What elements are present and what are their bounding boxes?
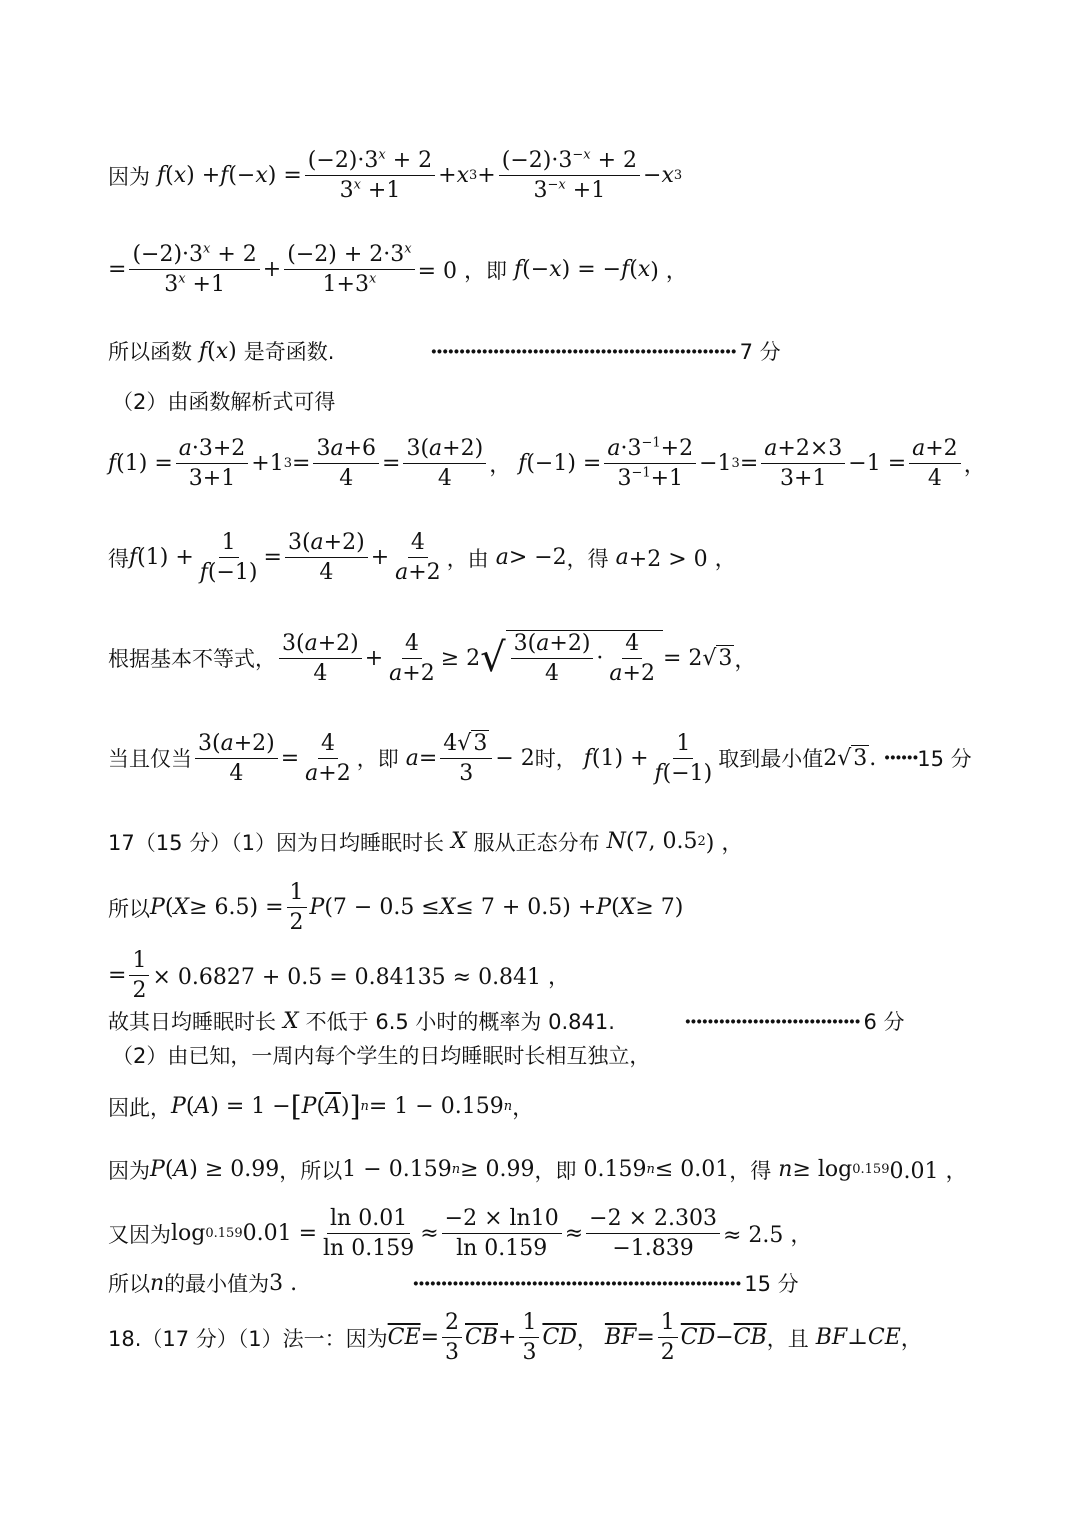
equation-line-prob: 所以 P ( X ≥ 6.5) = $\frac{1}{2}$ P (7 − 0.5 ≤ X ≤ 7 + 0.5) + P ( X ≥ 7) bbox=[108, 880, 684, 936]
score-leader-7: ······················································ 7 分 bbox=[430, 339, 781, 365]
q17-part1-conclusion: 故其日均睡眠时长 X 不低于 6.5 小时的概率为 0.841. bbox=[108, 1008, 615, 1034]
equation-line-f1: f (1) = $\frac{a\cdot 3+2}{3+1}$ +1 3 = $\frac{3a+6}{4}$ = $\frac{3(a+2)}{4}$ ， f (−1) = $\frac{a\cdot 3^{-1}+2}{3^{-1}+1}$ −1 3 = $\frac{a+2\times 3}{3+1}$ −1 = $\frac{a+2}{4}$ ， bbox=[108, 435, 986, 492]
equation-line-2: = $\frac{(-2)\cdot 3^x + 2}{3^x +1}$ + $\frac{(-2) + 2\cdot 3^x}{1+3^x}$ = 0 ， 即 f (− x ) = − f ( x ) ， bbox=[108, 241, 688, 298]
equation-line-pa: 因此， P ( A ) = 1 − [ P ( $\overline{A}$ ) ] n = 1 − 0.159 n ， bbox=[108, 1090, 535, 1123]
equation-line-am-gm: 根据基本不等式， $\frac{3(a+2)}{4}$ + $\frac{4}{a+2}$ ≥ 2 √ $\frac{3(a+2)}{4}$ · $\frac{4}{a+2}$ = 2√ 3 ， bbox=[108, 630, 757, 687]
equation-line-log-value: 又因为 log 0.159 0.01 = $\frac{\ln 0.01}{\ln 0.159}$ ≈ $\frac{-2 \times \ln 10}{\ln 0.159}$ ≈ $\frac{-2 \times 2.303}{-1.839}$ ≈ 2.5 ， bbox=[108, 1206, 813, 1262]
part2-heading: （2）由函数解析式可得 bbox=[112, 390, 336, 414]
equation-line-equality: 当且仅当 $\frac{3(a+2)}{4}$ = $\frac{4}{a+2}$ ，即 a = $\frac{4√3}{3}$ − 2 时， f (1) + $\frac{1}{f(-1)}$ 取到最小值 2√ 3 . ······ 15 分 bbox=[108, 730, 972, 787]
q17-part2-conclusion: 所以 n 的最小值为 3 . bbox=[108, 1270, 298, 1296]
q17-part2-heading: （2）由已知，一周内每个学生的日均睡眠时长相互独立， bbox=[112, 1044, 651, 1068]
conclusion-line-odd-function: 所以函数 f ( x ) 是奇函数. bbox=[108, 338, 335, 364]
q18-heading: 18.（17 分）（1）法一：因为 $\overline{CE}$ = $\frac{2}{3}$ $\overline{CB}$ + $\frac{1}{3}$ $\overline{CD}$ ， $\overline{BF}$ = $\frac{1}{2}$ $\overline{CD}$ − $\overline{CB}$ ，且 BF ⊥ CE ， bbox=[108, 1310, 923, 1366]
equation-line-log-bound: 因为 P ( A ) ≥ 0.99 ，所以 1 − 0.159 n ≥ 0.99 ，即 0.159 n ≤ 0.01 ，得 n ≥ log 0.159 0.01 ， bbox=[108, 1157, 968, 1184]
equation-line-sum: 得 f (1) + $\frac{1}{f(-1)}$ = $\frac{3(a+2)}{4}$ + $\frac{4}{a+2}$ ，由 a > −2 ，得 a +2 > 0 ， bbox=[108, 530, 737, 586]
score-leader-15: ·························································· 15 分 bbox=[412, 1271, 799, 1297]
q17-heading: 17（15 分）（1）因为日均睡眠时长 X 服从正态分布 N (7, 0.5 2 ) ， bbox=[108, 829, 744, 856]
equation-line-1: 因为 f ( x ) + f (− x ) = $\frac{(-2)\cdot 3^x + 2}{3^x +1}$ + x 3 + $\frac{(-2)\cdot 3^{-x} + 2}{3^{-x} +1}$ − x 3 bbox=[108, 147, 683, 204]
equation-line-prob-value: = $\frac{1}{2}$ × 0.6827 + 0.5 = 0.84135 ≈ 0.841 ， bbox=[108, 948, 571, 1004]
score-leader-6: ······························· 6 分 bbox=[684, 1009, 905, 1035]
text-because: 因为 bbox=[108, 164, 150, 189]
